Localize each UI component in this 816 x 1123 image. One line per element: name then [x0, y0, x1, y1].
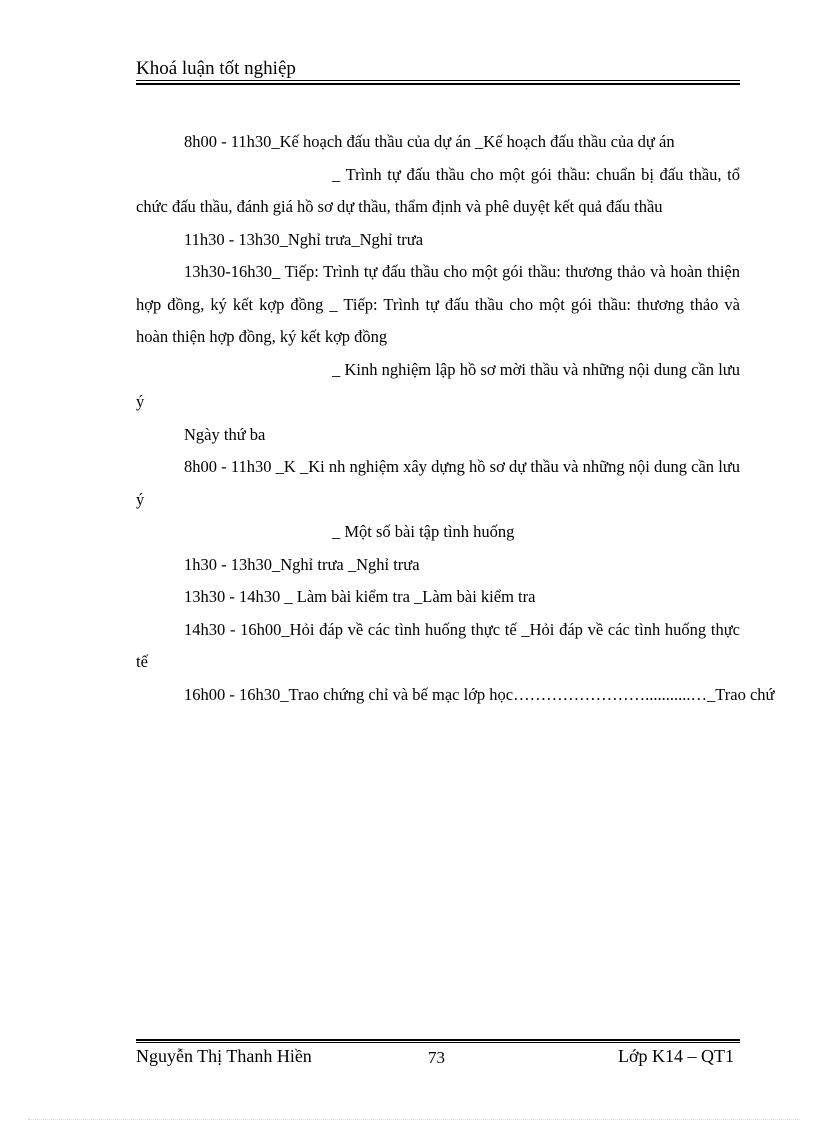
footer-rule-double	[136, 1042, 740, 1043]
paragraph-closing-ceremony: 16h00 - 16h30_Trao chứng chỉ và bế mạc lớp học……………………...........…_Trao chứ	[184, 684, 775, 704]
footer-rule	[136, 1039, 740, 1041]
page-number: 73	[428, 1048, 445, 1067]
paragraph-bid-dossier-experience: 8h00 - 11h30 _K _Ki nh nghiệm xây dựng hồ sơ dự thầu và những nội dung cần lưu ý	[136, 457, 740, 509]
paragraph-tender-dossier-experience: _ Kinh nghiệm lập hồ sơ mời thầu và những nội dung cần lưu ý	[136, 359, 740, 411]
header-rule-double	[136, 83, 740, 85]
paragraph-bidding-procedure: _ Trình tự đấu thầu cho một gói thầu: chuẩn bị đấu thầu, tổ chức đấu thầu, đánh giá hồ sơ dự thầu, thẩm định và phê duyệt kết quả đấu thầu	[136, 164, 740, 216]
paragraph-qa: 14h30 - 16h00_Hỏi đáp về các tình huống thực tế _Hỏi đáp về các tình huống thực tế	[136, 619, 740, 671]
paragraph-day-three: Ngày thứ ba	[184, 424, 266, 444]
paragraph-lunch-break-1: 11h30 - 13h30_Nghỉ trưa_Nghỉ trưa	[184, 229, 424, 249]
paragraph-test: 13h30 - 14h30 _ Làm bài kiểm tra _Làm bài kiểm tra	[184, 587, 536, 606]
header-rule	[136, 80, 740, 81]
paragraph-contract-negotiation: 13h30-16h30_ Tiếp: Trình tự đấu thầu cho một gói thầu: thương thảo và hoàn thiện hợp đồng, ký kết kợp đồng _ Tiếp: Trình tự đấu thầu cho một gói thầu: thương thảo và hoàn thiện hợp đồng, ký kết kợp đồng	[136, 262, 740, 346]
paragraph-bid-plan: 8h00 - 11h30_Kế hoạch đấu thầu của dự án _Kế hoạch đấu thầu của dự án	[184, 132, 675, 151]
footer-content	[136, 1044, 740, 1068]
document-body	[136, 126, 775, 711]
paragraph-lunch-break-2: 1h30 - 13h30_Nghỉ trưa _Nghỉ trưa	[184, 554, 420, 574]
page-bottom-edge	[28, 1119, 800, 1120]
header-title: Khoá luận tốt nghiệp	[136, 58, 296, 79]
footer-class-name: Lớp K14 – QT1	[617, 1046, 734, 1066]
footer-author: Nguyễn Thị Thanh Hiền	[136, 1046, 312, 1066]
paragraph-case-exercises: _ Một số bài tập tình huống	[332, 522, 515, 541]
